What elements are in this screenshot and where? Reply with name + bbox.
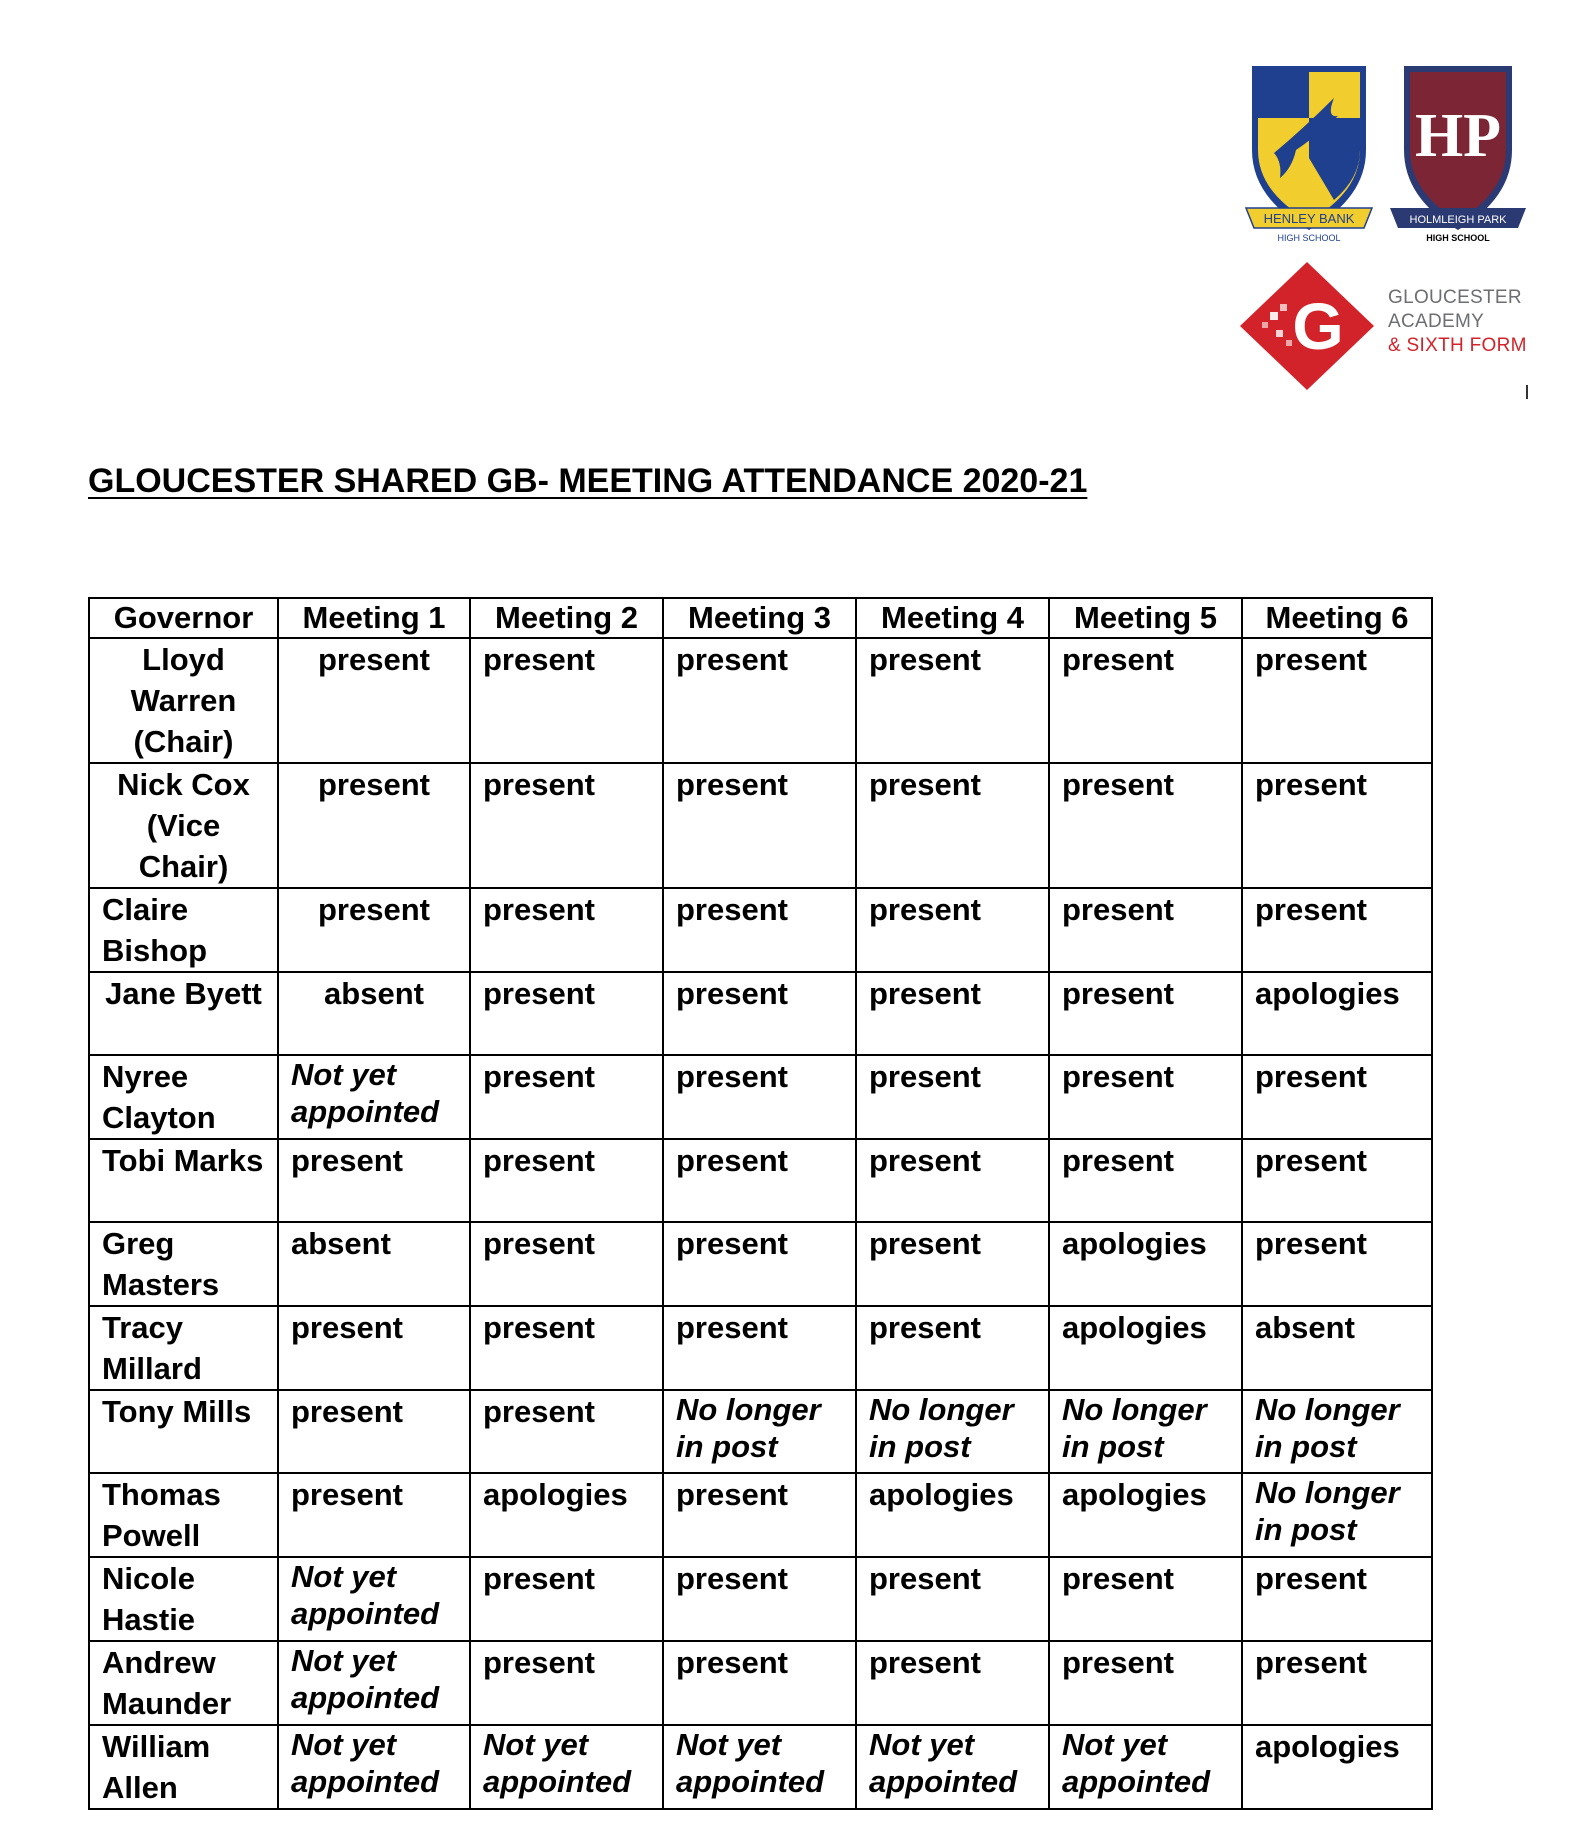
governor-name: Tony Mills xyxy=(89,1390,278,1473)
attendance-cell: present xyxy=(470,972,663,1055)
attendance-cell: present xyxy=(470,1055,663,1139)
header-meeting-3: Meeting 3 xyxy=(663,598,856,638)
governor-name: Greg Masters xyxy=(89,1222,278,1306)
attendance-cell: present xyxy=(856,888,1049,972)
attendance-cell: present xyxy=(1049,763,1242,888)
attendance-cell: present xyxy=(663,1557,856,1641)
gloucester-academy-letter: G xyxy=(1292,289,1344,363)
table-row xyxy=(89,1222,1432,1306)
table-row xyxy=(89,763,1432,888)
attendance-cell: present xyxy=(1242,1557,1432,1641)
table-row xyxy=(89,1557,1432,1641)
page-title: GLOUCESTER SHARED GB- MEETING ATTENDANCE 2020-21 xyxy=(88,462,1088,500)
holmleigh-park-logo xyxy=(1384,58,1532,243)
attendance-cell: present xyxy=(663,972,856,1055)
governor-name: Nick Cox (Vice Chair) xyxy=(89,763,278,888)
attendance-cell: present xyxy=(470,1557,663,1641)
henley-bank-logo xyxy=(1234,58,1384,243)
attendance-cell: present xyxy=(856,1055,1049,1139)
attendance-cell: present xyxy=(1242,888,1432,972)
gloucester-academy-logo xyxy=(1232,254,1532,394)
attendance-cell: Not yet appointed xyxy=(856,1725,1049,1809)
attendance-cell: apologies xyxy=(1242,1725,1432,1809)
holmleigh-park-monogram: HP xyxy=(1414,102,1502,170)
header-meeting-5: Meeting 5 xyxy=(1049,598,1242,638)
attendance-cell: Not yet appointed xyxy=(278,1725,470,1809)
governor-name: Andrew Maunder xyxy=(89,1641,278,1725)
attendance-cell: No longer in post xyxy=(1049,1390,1242,1473)
governor-name: Nyree Clayton xyxy=(89,1055,278,1139)
attendance-cell: present xyxy=(663,1641,856,1725)
holmleigh-park-sub-text: HIGH SCHOOL xyxy=(1426,233,1490,243)
attendance-cell: present xyxy=(278,888,470,972)
attendance-cell: present xyxy=(856,1306,1049,1390)
attendance-cell: present xyxy=(1049,888,1242,972)
table-row xyxy=(89,1473,1432,1557)
attendance-cell: present xyxy=(663,1055,856,1139)
attendance-cell: present xyxy=(1242,1139,1432,1222)
table-row xyxy=(89,1055,1432,1139)
attendance-cell: present xyxy=(470,763,663,888)
attendance-cell: apologies xyxy=(1242,972,1432,1055)
attendance-cell: present xyxy=(1242,1222,1432,1306)
attendance-cell: Not yet appointed xyxy=(1049,1725,1242,1809)
gloucester-academy-line3: & SIXTH FORM xyxy=(1388,335,1527,356)
attendance-cell: present xyxy=(1242,1055,1432,1139)
attendance-cell: Not yet appointed xyxy=(663,1725,856,1809)
school-logos xyxy=(1232,58,1532,398)
gloucester-academy-line1: GLOUCESTER xyxy=(1388,287,1522,308)
header-meeting-4: Meeting 4 xyxy=(856,598,1049,638)
attendance-cell: present xyxy=(278,1390,470,1473)
attendance-cell: present xyxy=(663,1139,856,1222)
attendance-cell: absent xyxy=(278,1222,470,1306)
attendance-cell: present xyxy=(663,1222,856,1306)
text-cursor xyxy=(1526,385,1528,399)
header-meeting-1: Meeting 1 xyxy=(278,598,470,638)
attendance-cell: present xyxy=(663,888,856,972)
table-row xyxy=(89,1139,1432,1222)
attendance-cell: present xyxy=(278,638,470,763)
attendance-cell: present xyxy=(470,1306,663,1390)
attendance-cell: No longer in post xyxy=(663,1390,856,1473)
attendance-cell: present xyxy=(278,1306,470,1390)
henley-bank-sub-text: HIGH SCHOOL xyxy=(1277,233,1341,243)
attendance-cell: present xyxy=(663,1473,856,1557)
attendance-cell: present xyxy=(1242,1641,1432,1725)
attendance-cell: present xyxy=(1242,638,1432,763)
attendance-cell: Not yet appointed xyxy=(278,1641,470,1725)
table-row xyxy=(89,1725,1432,1809)
header-meeting-2: Meeting 2 xyxy=(470,598,663,638)
gloucester-academy-line2: ACADEMY xyxy=(1388,311,1485,332)
attendance-cell: present xyxy=(856,1641,1049,1725)
attendance-cell: present xyxy=(1049,1557,1242,1641)
table-row xyxy=(89,1641,1432,1725)
governor-name: Tracy Millard xyxy=(89,1306,278,1390)
attendance-cell: present xyxy=(663,638,856,763)
attendance-cell: No longer in post xyxy=(1242,1473,1432,1557)
attendance-cell: apologies xyxy=(1049,1306,1242,1390)
attendance-cell: present xyxy=(856,1139,1049,1222)
attendance-cell: absent xyxy=(1242,1306,1432,1390)
table-row xyxy=(89,1306,1432,1390)
attendance-cell: present xyxy=(278,1473,470,1557)
attendance-cell: present xyxy=(1049,1139,1242,1222)
attendance-cell: present xyxy=(856,972,1049,1055)
governor-name: Claire Bishop xyxy=(89,888,278,972)
attendance-cell: present xyxy=(1242,763,1432,888)
attendance-cell: absent xyxy=(278,972,470,1055)
henley-bank-banner-text: HENLEY BANK xyxy=(1263,211,1355,226)
table-body xyxy=(89,638,1432,1809)
attendance-cell: apologies xyxy=(1049,1222,1242,1306)
attendance-cell: present xyxy=(663,763,856,888)
attendance-cell: present xyxy=(470,1641,663,1725)
attendance-cell: present xyxy=(856,1222,1049,1306)
governor-name: Jane Byett xyxy=(89,972,278,1055)
header-meeting-6: Meeting 6 xyxy=(1242,598,1432,638)
attendance-cell: present xyxy=(470,1390,663,1473)
table-header-row xyxy=(89,598,1432,638)
governor-name: Lloyd Warren (Chair) xyxy=(89,638,278,763)
attendance-cell: present xyxy=(470,1139,663,1222)
table-row xyxy=(89,1390,1432,1473)
governor-name: Thomas Powell xyxy=(89,1473,278,1557)
attendance-cell: present xyxy=(278,763,470,888)
attendance-cell: present xyxy=(1049,1641,1242,1725)
attendance-cell: Not yet appointed xyxy=(278,1055,470,1139)
attendance-cell: apologies xyxy=(470,1473,663,1557)
governor-name: William Allen xyxy=(89,1725,278,1809)
attendance-cell: present xyxy=(470,888,663,972)
table-row xyxy=(89,972,1432,1055)
attendance-cell: present xyxy=(470,638,663,763)
attendance-cell: present xyxy=(1049,972,1242,1055)
attendance-cell: present xyxy=(856,763,1049,888)
attendance-cell: apologies xyxy=(1049,1473,1242,1557)
header-governor: Governor xyxy=(89,598,278,638)
attendance-cell: Not yet appointed xyxy=(278,1557,470,1641)
governor-name: Nicole Hastie xyxy=(89,1557,278,1641)
attendance-cell: Not yet appointed xyxy=(470,1725,663,1809)
attendance-cell: present xyxy=(663,1306,856,1390)
holmleigh-park-banner-text: HOLMLEIGH PARK xyxy=(1409,214,1507,226)
attendance-cell: present xyxy=(1049,1055,1242,1139)
attendance-cell: present xyxy=(470,1222,663,1306)
table-row xyxy=(89,888,1432,972)
governor-name: Tobi Marks xyxy=(89,1139,278,1222)
attendance-cell: No longer in post xyxy=(1242,1390,1432,1473)
attendance-cell: present xyxy=(278,1139,470,1222)
attendance-cell: No longer in post xyxy=(856,1390,1049,1473)
attendance-cell: apologies xyxy=(856,1473,1049,1557)
attendance-cell: present xyxy=(1049,638,1242,763)
attendance-cell: present xyxy=(856,638,1049,763)
attendance-cell: present xyxy=(856,1557,1049,1641)
table-row xyxy=(89,638,1432,763)
attendance-table xyxy=(88,597,1433,1810)
